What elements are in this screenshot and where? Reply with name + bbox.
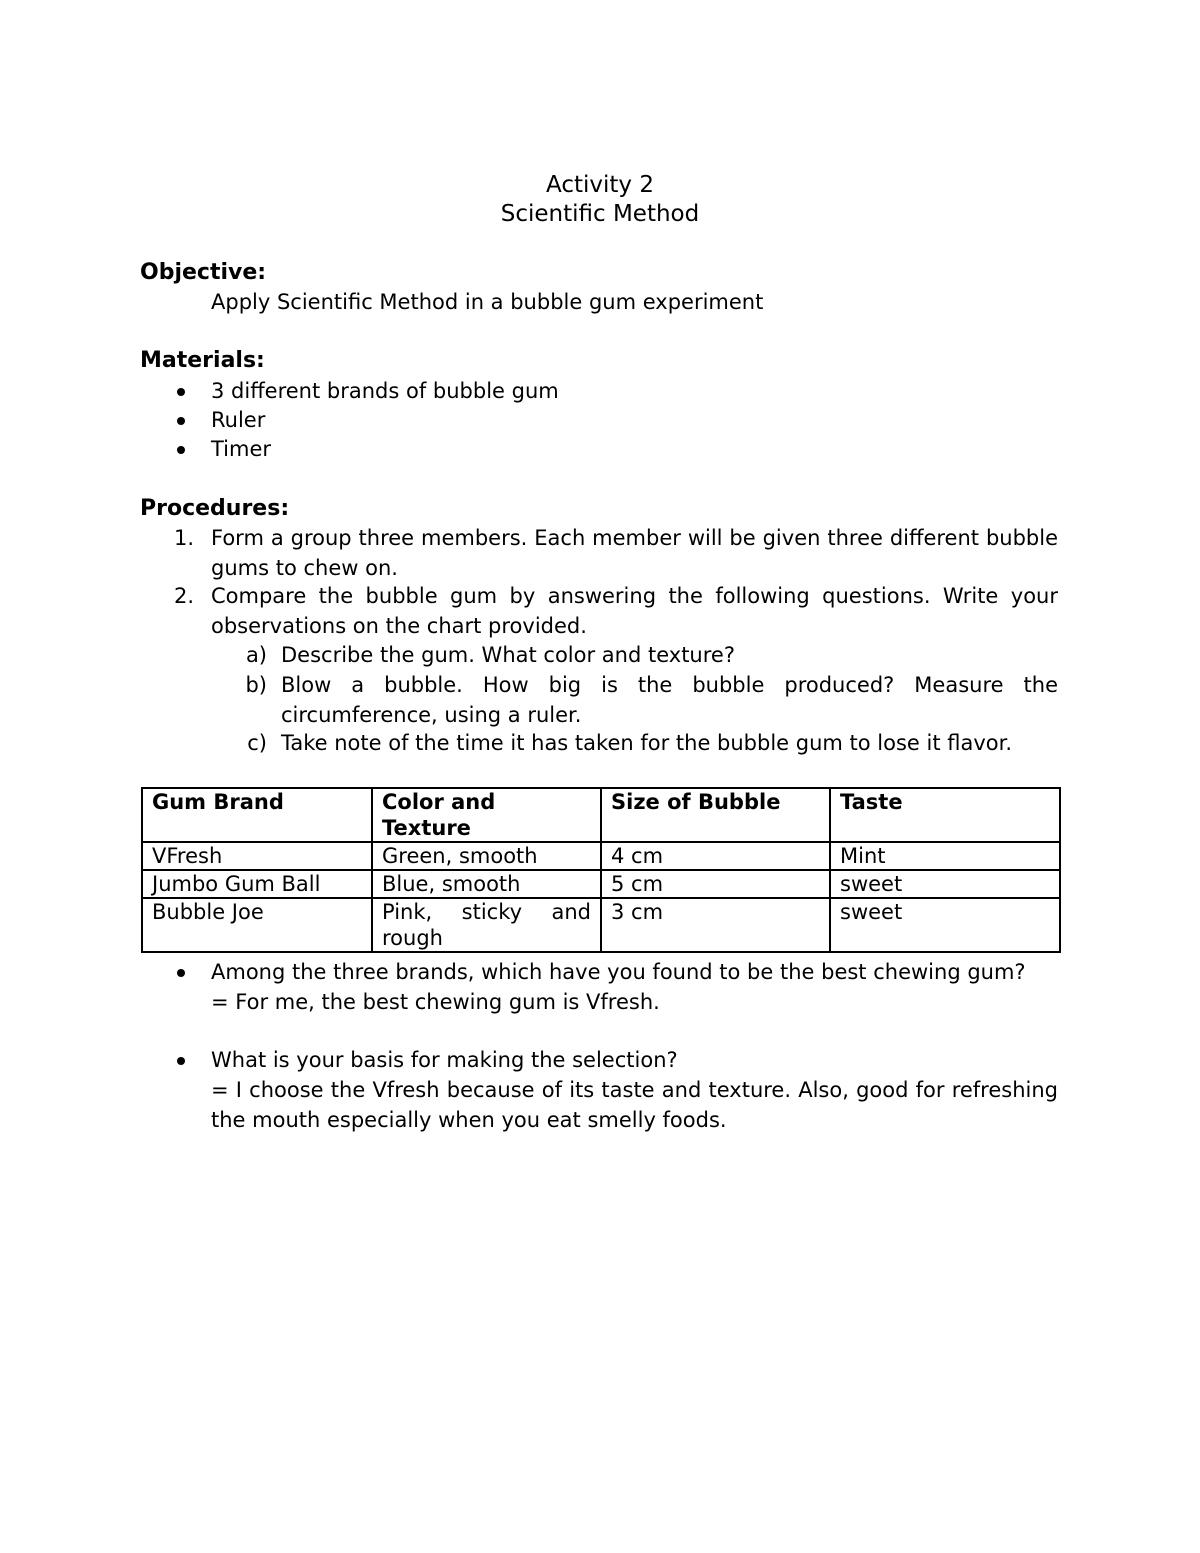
table-cell: Green, smooth <box>372 842 601 870</box>
procedures-heading: Procedures: <box>140 496 290 521</box>
table-row <box>142 842 1060 870</box>
substep-label: c) <box>247 731 267 755</box>
substep-label: a) <box>245 643 267 667</box>
materials-heading: Materials: <box>140 348 265 373</box>
bullet-icon <box>177 446 185 454</box>
materials-item: 3 different brands of bubble gum <box>211 379 559 403</box>
step-number: 2. <box>173 584 194 608</box>
procedure-substep: Describe the gum. What color and texture? <box>281 643 735 667</box>
materials-item: Timer <box>211 437 272 461</box>
procedure-substep: Blow a bubble. How big is the bubble produced? Measure the circumference, using a ruler. <box>281 673 1058 727</box>
table-cell: sweet <box>830 870 1060 898</box>
table-row <box>142 898 1060 952</box>
observation-table <box>141 787 1061 953</box>
table-cell: Blue, smooth <box>372 870 601 898</box>
table-cell: Jumbo Gum Ball <box>142 870 372 898</box>
column-header: Size of Bubble <box>601 788 830 842</box>
activity-title: Activity 2 <box>546 172 654 198</box>
procedure-step: Compare the bubble gum by answering the following questions. Write your observations on the chart provided. <box>211 584 1058 638</box>
table-cell: 3 cm <box>601 898 830 952</box>
materials-item: Ruler <box>211 408 266 432</box>
table-cell: Bubble Joe <box>142 898 372 952</box>
question-text: Among the three brands, which have you found to be the best chewing gum? <box>211 960 1026 984</box>
answer-text: = For me, the best chewing gum is Vfresh. <box>211 990 660 1014</box>
question-text: What is your basis for making the selection? <box>211 1048 678 1072</box>
objective-text: Apply Scientific Method in a bubble gum experiment <box>211 290 764 314</box>
column-header: Gum Brand <box>142 788 372 842</box>
column-header: Taste <box>830 788 1060 842</box>
substep-label: b) <box>245 673 267 697</box>
column-header: Color and Texture <box>372 788 601 842</box>
table-cell: sweet <box>830 898 1060 952</box>
table-row <box>142 870 1060 898</box>
bullet-icon <box>177 417 185 425</box>
answer-text: = I choose the Vfresh because of its taste and texture. Also, good for refreshing the mouth especially when you eat smelly foods. <box>211 1078 1058 1132</box>
objective-heading: Objective: <box>140 260 267 285</box>
table-cell: VFresh <box>142 842 372 870</box>
table-cell: 5 cm <box>601 870 830 898</box>
table-header-row <box>142 788 1060 842</box>
table-cell: Mint <box>830 842 1060 870</box>
table-cell: 4 cm <box>601 842 830 870</box>
activity-subtitle: Scientific Method <box>500 201 700 227</box>
table-cell: Pink, sticky and rough <box>372 898 601 952</box>
bullet-icon <box>177 1057 185 1065</box>
bullet-icon <box>177 388 185 396</box>
procedure-substep: Take note of the time it has taken for the bubble gum to lose it flavor. <box>281 731 1013 755</box>
step-number: 1. <box>173 526 194 550</box>
bullet-icon <box>177 969 185 977</box>
procedure-step: Form a group three members. Each member will be given three different bubble gums to chew on. <box>211 526 1058 580</box>
